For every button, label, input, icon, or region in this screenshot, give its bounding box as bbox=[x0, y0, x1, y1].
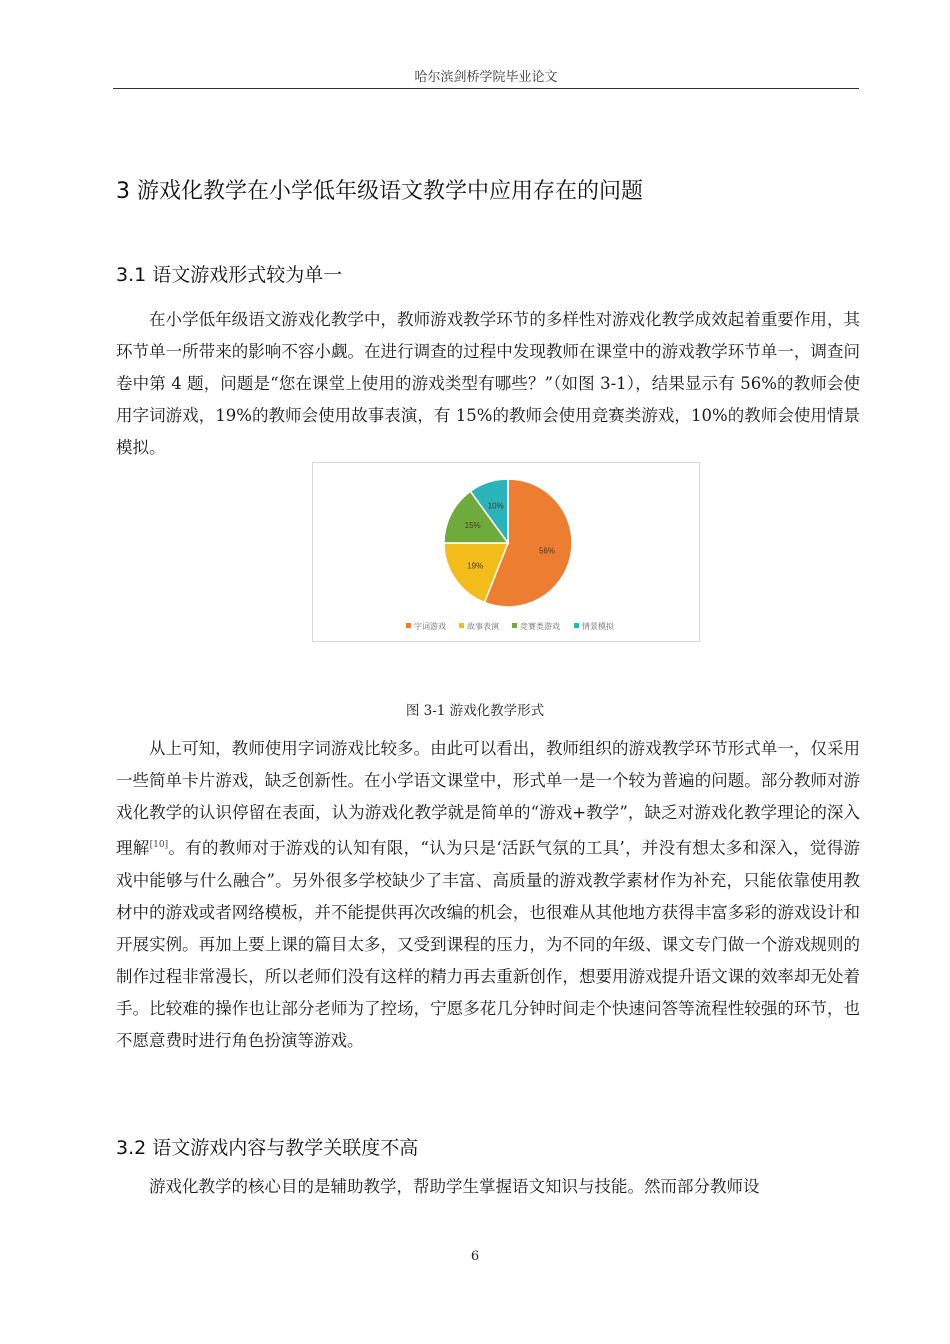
section-3-1-paragraph-1-container bbox=[116, 304, 860, 464]
section-title-3-1: 3.1 语文游戏形式较为单一 bbox=[116, 264, 343, 286]
pie-chart bbox=[313, 463, 699, 641]
legend-label-3: 竞赛类游戏 bbox=[520, 622, 560, 631]
legend-label-4: 情景模拟 bbox=[582, 622, 614, 631]
pie-data-label-4: 10% bbox=[487, 501, 504, 511]
figure-caption: 图 3-1 游戏化教学形式 bbox=[405, 703, 545, 719]
paragraph-2-part-b: 。有的教师对于游戏的认知有限，“认为只是‘活跃气氛的工具’，并没有想太多和深入，觉得游戏中能够与什么融合”。另外很多学校缺少了丰富、高质量的游戏教学素材作为补充，只能依靠使用教材中的游戏或者网络模板，并不能提供再次改编的机会，也很难从其他地方获得丰富多彩的游戏设计和开展实例。再加上要上课的篇目太多，又受到课程的压力，为不同的年级、课文专门做一个游戏规则的制作过程非常漫长，所以老师们没有这样的精力再去重新创作，想要用游戏提升语文课的效率却无处着手。比较难的操作也让部分老师为了控场，宁愿多花几分钟时间走个快速问答等流程性较强的环节，也不愿意费时进行角色扮演等游戏。 bbox=[116, 838, 860, 1050]
paragraph-2-part-a: 从上可知，教师使用字词游戏比较多。由此可以看出，教师组织的游戏教学环节形式单一，仅采用一些简单卡片游戏，缺乏创新性。在小学语文课堂中，形式单一是一个较为普遍的问题。部分教师对游戏化教学的认识停留在表面，认为游戏化教学就是简单的“游戏+教学”，缺乏对游戏化教学理论的深入理解 bbox=[116, 739, 860, 858]
header-divider bbox=[113, 88, 859, 89]
running-header: 哈尔滨剑桥学院毕业论文 bbox=[414, 70, 558, 85]
legend-label-2: 故事表演 bbox=[467, 622, 499, 631]
legend-label-1: 字词游戏 bbox=[414, 622, 446, 631]
legend-swatch-2 bbox=[459, 623, 464, 628]
pie-data-label-1: 56% bbox=[538, 546, 555, 556]
section-3-1-paragraph-2-container bbox=[116, 733, 860, 1057]
chapter-title: 3 游戏化教学在小学低年级语文教学中应用存在的问题 bbox=[116, 179, 643, 204]
pie-data-label-2: 19% bbox=[467, 561, 484, 571]
section-3-2-paragraph-1-container bbox=[116, 1171, 860, 1203]
section-title-3-2: 3.2 语文游戏内容与教学关联度不高 bbox=[116, 1137, 419, 1159]
section-3-2-paragraph-1: 游戏化教学的核心目的是辅助教学，帮助学生掌握语文知识与技能。然而部分教师设 bbox=[149, 1177, 760, 1196]
page-number: 6 bbox=[470, 1249, 480, 1264]
legend-swatch-3 bbox=[512, 623, 517, 628]
pie-data-label-3: 15% bbox=[464, 520, 481, 530]
section-3-1-paragraph-1: 在小学低年级语文游戏化教学中，教师游戏教学环节的多样性对游戏化教学成效起着重要作用，其环节单一所带来的影响不容小觑。在进行调查的过程中发现教师在课堂中的游戏教学环节单一，调查问卷中第 4 题，问题是“您在课堂上使用的游戏类型有哪些？”（如图 3-1），结果显示有 56%的教师会使用字词游戏，19%的教师会使用故事表演，有 15%的教师会使用竞赛类游戏，10%的教师会使用情景模拟。 bbox=[116, 310, 860, 457]
section-3-1-paragraph-2 bbox=[116, 733, 860, 1057]
pie-chart-figure bbox=[312, 462, 700, 642]
legend-swatch-1 bbox=[406, 623, 411, 628]
citation-ref: [10] bbox=[149, 840, 169, 850]
legend-swatch-4 bbox=[574, 623, 579, 628]
